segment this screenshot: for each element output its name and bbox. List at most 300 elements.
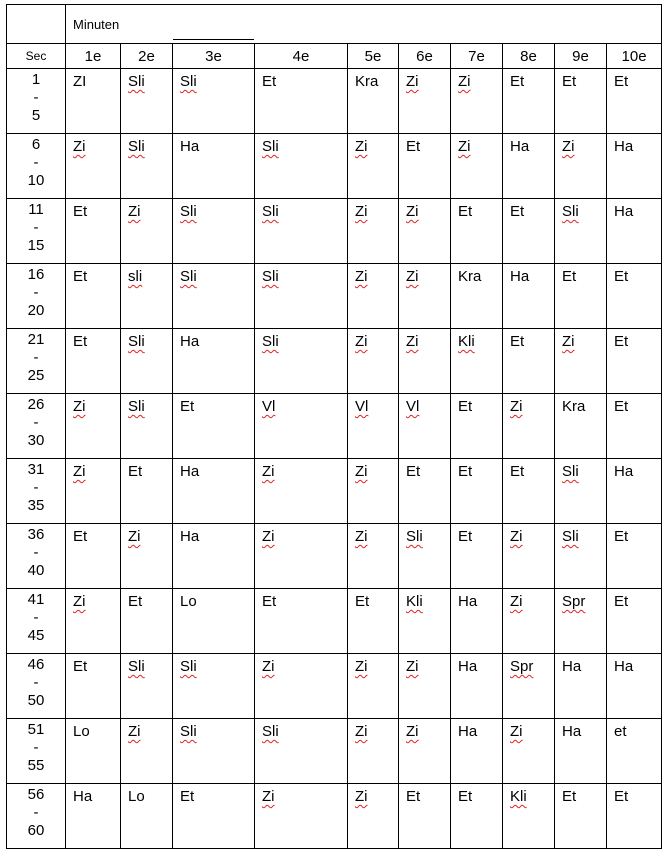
behavior-code: Zi — [128, 723, 141, 740]
behavior-code: Sli — [180, 203, 197, 220]
behavior-code: Zi — [128, 203, 141, 220]
observation-cell[interactable] — [66, 69, 121, 134]
observation-cell[interactable] — [399, 459, 451, 524]
sec-range-sep: - — [33, 89, 39, 106]
behavior-code: Et — [562, 788, 577, 805]
behavior-code: Zi — [355, 463, 368, 480]
observation-cell[interactable] — [255, 394, 348, 459]
sec-range-to: 10 — [27, 172, 45, 189]
behavior-code: Et — [73, 528, 88, 545]
observation-cell[interactable] — [173, 784, 255, 849]
behavior-code: Zi — [262, 788, 275, 805]
behavior-code: Ha — [180, 463, 200, 480]
behavior-code: Spr — [562, 593, 586, 610]
observation-cell[interactable] — [121, 264, 173, 329]
observation-cell[interactable] — [66, 394, 121, 459]
observation-cell[interactable] — [173, 459, 255, 524]
table-row — [7, 134, 662, 199]
table-row — [7, 589, 662, 654]
observation-cell[interactable] — [503, 524, 555, 589]
observation-cell[interactable] — [255, 459, 348, 524]
behavior-code: Sli — [128, 398, 145, 415]
behavior-code: Sli — [262, 268, 279, 285]
behavior-code: Ha — [73, 788, 93, 805]
observation-cell[interactable] — [399, 719, 451, 784]
observation-cell[interactable] — [607, 394, 662, 459]
behavior-code: Ha — [458, 723, 478, 740]
observation-cell[interactable] — [607, 589, 662, 654]
behavior-code: Lo — [128, 788, 145, 805]
minute-header-4: 4e — [255, 44, 348, 69]
table-row — [7, 329, 662, 394]
sec-range-sep: - — [33, 609, 39, 626]
observation-cell[interactable] — [503, 394, 555, 459]
observation-cell[interactable] — [348, 69, 399, 134]
table-row — [7, 394, 662, 459]
behavior-code: Sli — [262, 203, 279, 220]
behavior-code: Kra — [562, 398, 586, 415]
observation-cell[interactable] — [121, 394, 173, 459]
behavior-code: Ha — [458, 658, 478, 675]
observation-cell[interactable] — [399, 394, 451, 459]
behavior-code: Et — [510, 73, 525, 90]
sec-range-sep: - — [33, 674, 39, 691]
observation-cell[interactable] — [255, 784, 348, 849]
table-row — [7, 264, 662, 329]
behavior-code: Zi — [355, 333, 368, 350]
observation-cell[interactable] — [66, 784, 121, 849]
behavior-code: Vl — [262, 398, 276, 415]
behavior-code: Zi — [406, 333, 419, 350]
behavior-code: Sli — [262, 138, 279, 155]
behavior-code: Et — [562, 73, 577, 90]
observation-cell[interactable] — [399, 69, 451, 134]
observation-cell[interactable] — [66, 199, 121, 264]
behavior-code: Zi — [510, 723, 523, 740]
observation-cell[interactable] — [173, 589, 255, 654]
sec-range-to: 45 — [27, 627, 45, 644]
behavior-code: Vl — [355, 398, 369, 415]
table-row — [7, 524, 662, 589]
observation-cell[interactable] — [451, 394, 503, 459]
sec-range-to: 40 — [27, 562, 45, 579]
sec-range-cell — [7, 199, 66, 264]
behavior-code: Sli — [128, 333, 145, 350]
behavior-code: Sli — [180, 73, 197, 90]
observation-cell[interactable] — [607, 719, 662, 784]
behavior-code: Sli — [128, 73, 145, 90]
sec-range-to: 55 — [27, 757, 45, 774]
observation-cell[interactable] — [555, 784, 607, 849]
behavior-code: Zi — [355, 138, 368, 155]
sec-range-to: 60 — [27, 822, 45, 839]
observation-cell[interactable] — [255, 69, 348, 134]
observation-cell[interactable] — [121, 654, 173, 719]
behavior-code: Et — [406, 463, 421, 480]
behavior-code: Zi — [128, 528, 141, 545]
observation-cell[interactable] — [255, 329, 348, 394]
behavior-code: Kra — [355, 73, 379, 90]
behavior-code: Zi — [458, 73, 471, 90]
observation-cell[interactable] — [607, 524, 662, 589]
sec-range-from: 21 — [27, 331, 45, 348]
behavior-code: Zi — [406, 73, 419, 90]
observation-cell[interactable] — [555, 654, 607, 719]
behavior-code: Zi — [510, 528, 523, 545]
sec-range-from: 46 — [27, 656, 45, 673]
sec-range-sep: - — [33, 349, 39, 366]
behavior-code: Et — [614, 398, 629, 415]
minute-header-3: 3e — [173, 44, 255, 69]
behavior-code: Ha — [614, 463, 634, 480]
behavior-code: Sli — [262, 723, 279, 740]
behavior-code: Ha — [180, 333, 200, 350]
observation-cell[interactable] — [503, 654, 555, 719]
observation-cell[interactable] — [348, 784, 399, 849]
observation-cell[interactable] — [503, 459, 555, 524]
observation-cell[interactable] — [121, 134, 173, 199]
sec-range-to: 20 — [27, 302, 45, 319]
sec-range-from: 26 — [27, 396, 45, 413]
observation-cell[interactable] — [451, 654, 503, 719]
observation-cell[interactable] — [399, 524, 451, 589]
observation-cell[interactable] — [503, 784, 555, 849]
sec-range-from: 41 — [27, 591, 45, 608]
observation-cell[interactable] — [348, 394, 399, 459]
behavior-code: Zi — [355, 528, 368, 545]
sec-range-sep: - — [33, 804, 39, 821]
observation-cell[interactable] — [503, 69, 555, 134]
minute-header-9: 9e — [555, 44, 607, 69]
behavior-code: Sli — [406, 528, 423, 545]
observation-cell[interactable] — [399, 654, 451, 719]
sec-range-sep: - — [33, 479, 39, 496]
sec-range-from: 36 — [27, 526, 45, 543]
observation-cell[interactable] — [173, 329, 255, 394]
behavior-code: Zi — [510, 398, 523, 415]
behavior-code: Sli — [562, 203, 579, 220]
behavior-code: Et — [510, 333, 525, 350]
observation-cell[interactable] — [555, 524, 607, 589]
sec-range-from: 1 — [31, 71, 41, 88]
minute-header-6: 6e — [399, 44, 451, 69]
observation-cell[interactable] — [399, 329, 451, 394]
behavior-code: Ha — [614, 203, 634, 220]
observation-cell[interactable] — [121, 329, 173, 394]
observation-cell[interactable] — [121, 589, 173, 654]
behavior-code: Et — [458, 463, 473, 480]
observation-cell[interactable] — [255, 654, 348, 719]
sec-range-from: 31 — [27, 461, 45, 478]
minute-header-7: 7e — [451, 44, 503, 69]
observation-cell[interactable] — [399, 134, 451, 199]
behavior-code: Et — [614, 788, 629, 805]
observation-cell[interactable] — [503, 589, 555, 654]
observation-cell[interactable] — [607, 654, 662, 719]
behavior-code: Ha — [180, 138, 200, 155]
observation-cell[interactable] — [451, 134, 503, 199]
blank-underline — [173, 39, 254, 40]
behavior-code: et — [614, 723, 627, 740]
observation-cell[interactable] — [451, 524, 503, 589]
observation-cell[interactable] — [451, 69, 503, 134]
behavior-code: Ha — [510, 138, 530, 155]
observation-cell[interactable] — [607, 69, 662, 134]
observation-cell[interactable] — [503, 329, 555, 394]
minute-header-5: 5e — [348, 44, 399, 69]
behavior-code: Ha — [614, 138, 634, 155]
observation-cell[interactable] — [121, 69, 173, 134]
observation-cell[interactable] — [173, 394, 255, 459]
sec-range-to: 35 — [27, 497, 45, 514]
observation-cell[interactable] — [66, 459, 121, 524]
observation-cell[interactable] — [66, 134, 121, 199]
behavior-code: Zi — [355, 723, 368, 740]
sec-range-to: 30 — [27, 432, 45, 449]
observation-cell[interactable] — [348, 329, 399, 394]
sec-range-from: 51 — [27, 721, 45, 738]
observation-cell[interactable] — [348, 589, 399, 654]
observation-cell[interactable] — [173, 69, 255, 134]
behavior-code: Sli — [180, 268, 197, 285]
observation-cell[interactable] — [555, 69, 607, 134]
observation-cell[interactable] — [451, 719, 503, 784]
observation-cell[interactable] — [348, 134, 399, 199]
observation-cell[interactable] — [255, 524, 348, 589]
behavior-code: Et — [614, 593, 629, 610]
observation-cell[interactable] — [555, 394, 607, 459]
observation-cell[interactable] — [173, 719, 255, 784]
corner-cell — [7, 5, 66, 44]
behavior-code: Zi — [562, 333, 575, 350]
behavior-code: Zi — [562, 138, 575, 155]
observation-cell[interactable] — [451, 459, 503, 524]
sec-range-sep: - — [33, 219, 39, 236]
behavior-code: Et — [406, 138, 421, 155]
behavior-code: Zi — [73, 398, 86, 415]
behavior-code: Sli — [180, 658, 197, 675]
observation-cell[interactable] — [66, 719, 121, 784]
sec-range-cell — [7, 69, 66, 134]
behavior-code: Et — [510, 203, 525, 220]
observation-cell[interactable] — [255, 589, 348, 654]
observation-cell[interactable] — [66, 329, 121, 394]
behavior-code: Kli — [458, 333, 475, 350]
observation-cell[interactable] — [555, 719, 607, 784]
table-row — [7, 784, 662, 849]
observation-cell[interactable] — [555, 264, 607, 329]
observation-cell[interactable] — [255, 264, 348, 329]
observation-cell[interactable] — [555, 134, 607, 199]
observation-cell[interactable] — [503, 199, 555, 264]
observation-cell[interactable] — [399, 264, 451, 329]
observation-cell[interactable] — [348, 524, 399, 589]
observation-cell[interactable] — [173, 199, 255, 264]
behavior-code: Zi — [355, 268, 368, 285]
behavior-code: Zi — [262, 528, 275, 545]
observation-cell[interactable] — [607, 199, 662, 264]
observation-cell[interactable] — [121, 199, 173, 264]
observation-cell[interactable] — [607, 784, 662, 849]
behavior-code: Et — [458, 203, 473, 220]
minute-header-1: 1e — [66, 44, 121, 69]
behavior-code: Et — [73, 658, 88, 675]
sec-range-cell — [7, 459, 66, 524]
observation-cell[interactable] — [66, 589, 121, 654]
observation-cell[interactable] — [503, 719, 555, 784]
behavior-code: Et — [562, 268, 577, 285]
behavior-code: Vl — [406, 398, 420, 415]
observation-cell[interactable] — [607, 329, 662, 394]
behavior-code: Et — [180, 398, 195, 415]
behavior-code: Et — [73, 333, 88, 350]
observation-cell[interactable] — [451, 589, 503, 654]
observation-cell[interactable] — [607, 264, 662, 329]
observation-cell[interactable] — [451, 264, 503, 329]
behavior-code: Lo — [73, 723, 90, 740]
sec-range-from: 16 — [27, 266, 45, 283]
behavior-code: Et — [458, 528, 473, 545]
minute-header-8: 8e — [503, 44, 555, 69]
table-row — [7, 654, 662, 719]
observation-table — [6, 4, 662, 849]
sec-range-cell — [7, 524, 66, 589]
behavior-code: Sli — [562, 463, 579, 480]
behavior-code: Zi — [458, 138, 471, 155]
observation-cell[interactable] — [348, 199, 399, 264]
observation-cell[interactable] — [348, 654, 399, 719]
behavior-code: Zi — [73, 593, 86, 610]
behavior-code: Ha — [562, 658, 582, 675]
sec-range-from: 6 — [31, 136, 41, 153]
behavior-code: Ha — [458, 593, 478, 610]
behavior-code: Ha — [180, 528, 200, 545]
observation-cell[interactable] — [451, 199, 503, 264]
sec-range-sep: - — [33, 154, 39, 171]
sec-header: Sec — [7, 44, 66, 69]
sec-range-sep: - — [33, 544, 39, 561]
observation-cell[interactable] — [66, 524, 121, 589]
column-header-row — [7, 44, 662, 69]
observation-cell[interactable] — [121, 459, 173, 524]
behavior-code: ZI — [73, 73, 87, 90]
behavior-code: Sli — [128, 658, 145, 675]
behavior-code: Et — [614, 73, 629, 90]
behavior-code: Et — [614, 528, 629, 545]
observation-cell[interactable] — [399, 784, 451, 849]
observation-cell[interactable] — [66, 654, 121, 719]
observation-cell[interactable] — [399, 199, 451, 264]
behavior-code: Et — [458, 398, 473, 415]
sec-range-sep: - — [33, 414, 39, 431]
behavior-code: Zi — [262, 658, 275, 675]
behavior-code: Et — [128, 593, 143, 610]
observation-cell[interactable] — [555, 459, 607, 524]
behavior-code: Zi — [73, 463, 86, 480]
behavior-code: Kli — [510, 788, 527, 805]
behavior-code: Zi — [406, 658, 419, 675]
observation-cell[interactable] — [503, 134, 555, 199]
observation-cell[interactable] — [451, 784, 503, 849]
behavior-code: Et — [510, 463, 525, 480]
observation-cell[interactable] — [348, 264, 399, 329]
sec-range-cell — [7, 329, 66, 394]
behavior-code: Et — [355, 593, 370, 610]
observation-cell[interactable] — [348, 459, 399, 524]
title-row — [7, 5, 662, 44]
behavior-code: Zi — [355, 788, 368, 805]
behavior-code: Lo — [180, 593, 197, 610]
sec-range-from: 11 — [28, 201, 44, 218]
sec-range-sep: - — [33, 739, 39, 756]
behavior-code: Et — [73, 203, 88, 220]
behavior-code: Kli — [406, 593, 423, 610]
behavior-code: Zi — [355, 203, 368, 220]
behavior-code: Zi — [406, 203, 419, 220]
sec-range-from: 56 — [27, 786, 45, 803]
behavior-code: Zi — [262, 463, 275, 480]
behavior-code: Kra — [458, 268, 482, 285]
behavior-code: Sli — [262, 333, 279, 350]
table-row — [7, 719, 662, 784]
observation-cell[interactable] — [173, 264, 255, 329]
observation-cell[interactable] — [173, 134, 255, 199]
table-row — [7, 459, 662, 524]
behavior-code: Zi — [73, 138, 86, 155]
observation-cell[interactable] — [121, 719, 173, 784]
minute-header-10: 10e — [607, 44, 662, 69]
behavior-code: Et — [614, 268, 629, 285]
behavior-code: sli — [128, 268, 143, 285]
sec-range-cell — [7, 784, 66, 849]
behavior-code: Sli — [128, 138, 145, 155]
observation-cell[interactable] — [555, 329, 607, 394]
minuten-header-cell — [66, 5, 662, 44]
sec-range-to: 25 — [27, 367, 45, 384]
table-row — [7, 199, 662, 264]
behavior-code: Et — [73, 268, 88, 285]
behavior-code: Et — [262, 593, 277, 610]
behavior-code: Zi — [355, 658, 368, 675]
behavior-code: Sli — [562, 528, 579, 545]
observation-cell[interactable] — [66, 264, 121, 329]
observation-cell[interactable] — [255, 199, 348, 264]
table-row — [7, 69, 662, 134]
behavior-code: Et — [614, 333, 629, 350]
observation-cell[interactable] — [255, 719, 348, 784]
observation-cell[interactable] — [399, 589, 451, 654]
observation-cell[interactable] — [503, 264, 555, 329]
observation-cell[interactable] — [555, 589, 607, 654]
observation-cell[interactable] — [607, 459, 662, 524]
observation-cell[interactable] — [121, 524, 173, 589]
observation-cell[interactable] — [607, 134, 662, 199]
sec-range-cell — [7, 719, 66, 784]
behavior-code: Zi — [406, 723, 419, 740]
minute-header-2: 2e — [121, 44, 173, 69]
observation-cell[interactable] — [121, 784, 173, 849]
observation-cell[interactable] — [555, 199, 607, 264]
sec-range-cell — [7, 134, 66, 199]
behavior-code: Ha — [510, 268, 530, 285]
sec-range-cell — [7, 394, 66, 459]
observation-cell[interactable] — [173, 654, 255, 719]
observation-cell[interactable] — [173, 524, 255, 589]
observation-cell[interactable] — [451, 329, 503, 394]
observation-cell[interactable] — [348, 719, 399, 784]
sec-range-to: 15 — [27, 237, 45, 254]
observation-cell[interactable] — [255, 134, 348, 199]
